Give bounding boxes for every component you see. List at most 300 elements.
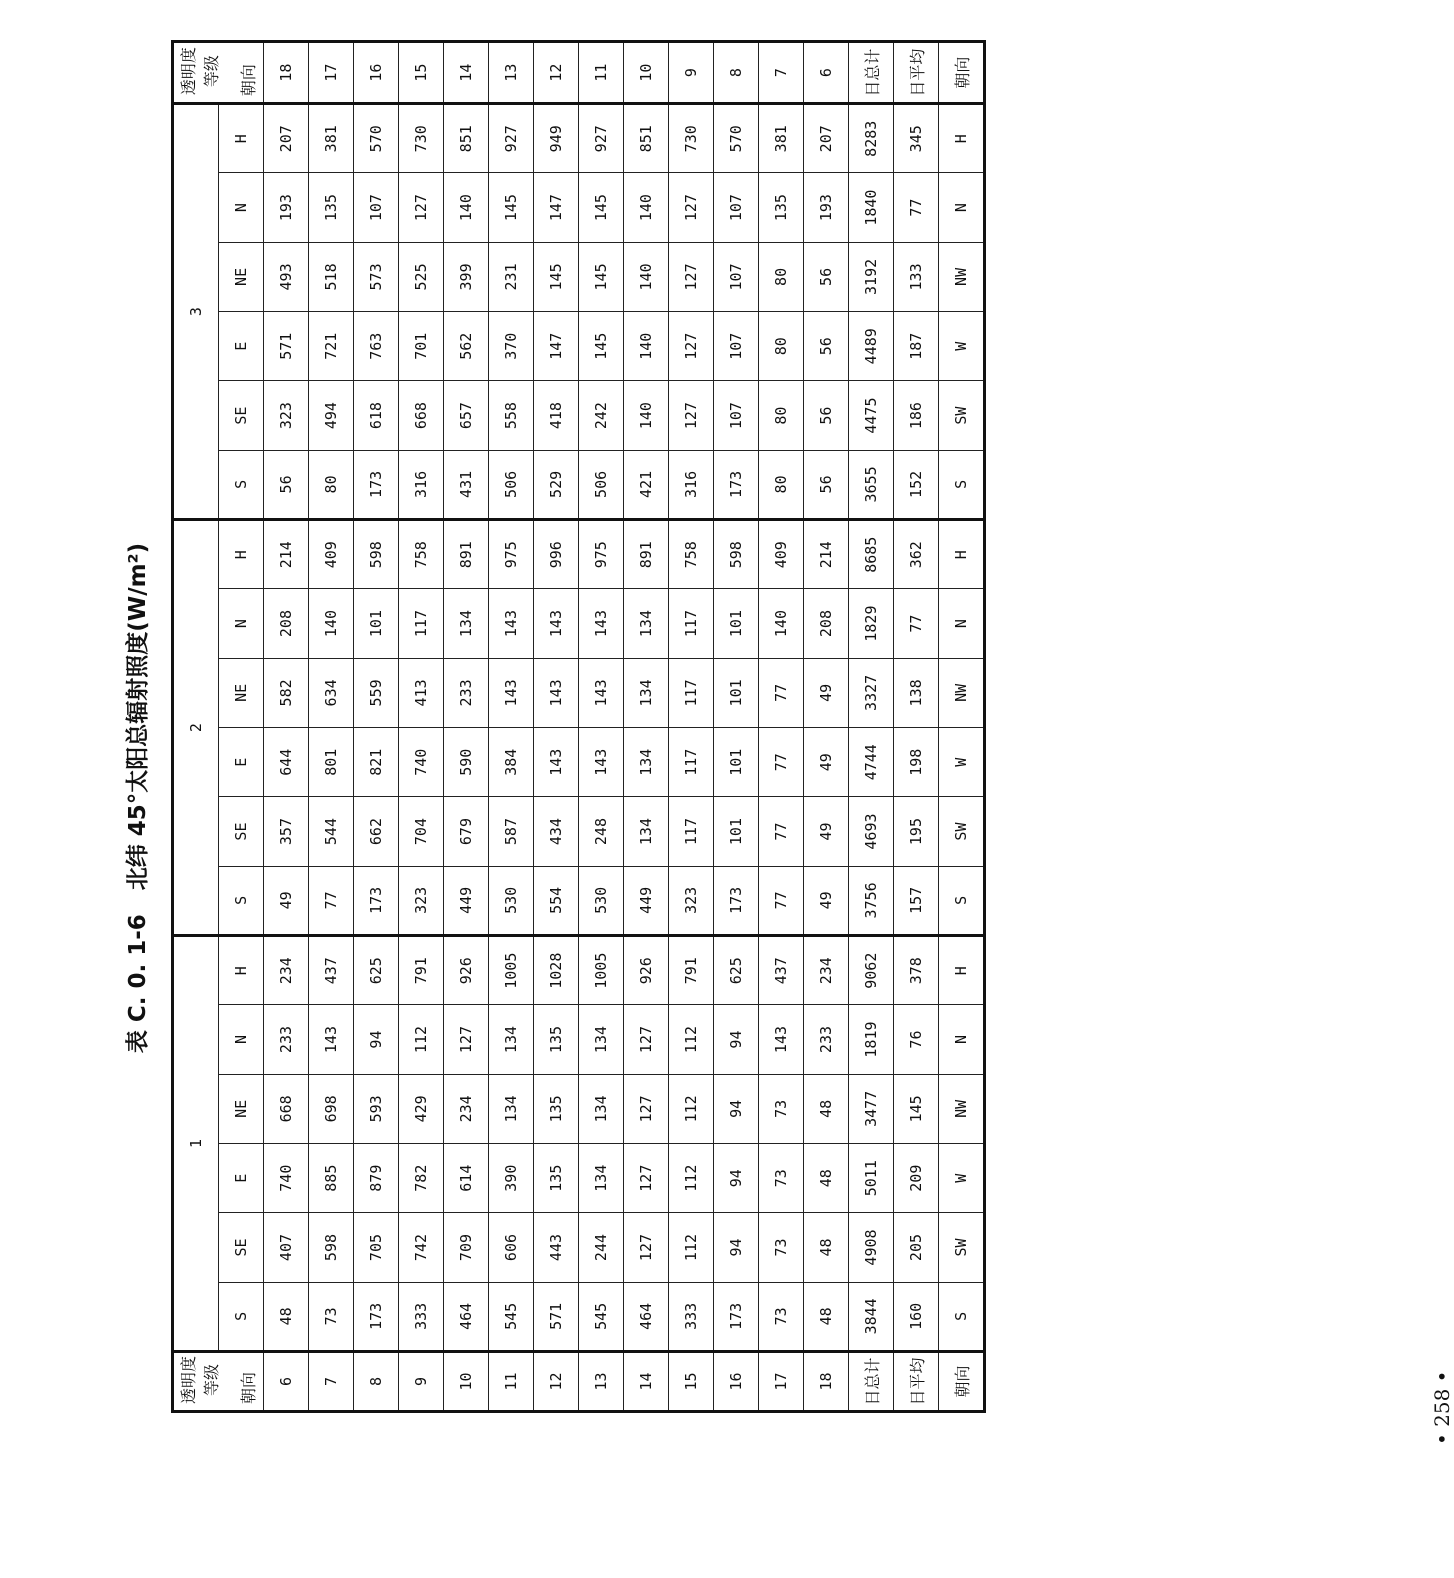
value-cell: 598: [309, 1213, 354, 1282]
value-cell: 135: [309, 173, 354, 242]
page-number: • 258 •: [1430, 1370, 1454, 1445]
value-cell: 758: [669, 520, 714, 589]
value-cell: 390: [489, 1144, 534, 1213]
daily-total-cell: 3327: [849, 658, 894, 727]
hour-left: 11: [489, 1352, 534, 1412]
value-cell: 927: [579, 104, 624, 173]
hour-left: 16: [714, 1352, 759, 1412]
value-cell: 879: [354, 1144, 399, 1213]
value-cell: 242: [579, 381, 624, 450]
daily-average-cell: 160: [894, 1282, 939, 1351]
value-cell: 73: [759, 1074, 804, 1143]
grade-header: 2: [173, 520, 219, 936]
orientation-header: E: [219, 312, 264, 381]
value-cell: 56: [804, 381, 849, 450]
value-cell: 127: [444, 1005, 489, 1074]
value-cell: 582: [264, 658, 309, 727]
value-cell: 134: [624, 589, 669, 658]
value-cell: 996: [534, 520, 579, 589]
orientation-footer: N: [939, 1005, 985, 1074]
value-cell: 140: [309, 589, 354, 658]
value-cell: 333: [399, 1282, 444, 1351]
daily-total-label: 日总计: [849, 1352, 894, 1412]
value-cell: 147: [534, 312, 579, 381]
daily-average-cell: 133: [894, 242, 939, 311]
orientation-header: NE: [219, 658, 264, 727]
daily-total-cell: 4744: [849, 728, 894, 797]
daily-total-cell: 5011: [849, 1144, 894, 1213]
value-cell: 49: [804, 797, 849, 866]
daily-total-label: 日总计: [849, 42, 894, 104]
value-cell: 77: [759, 866, 804, 935]
orientation-footer: SW: [939, 1213, 985, 1282]
daily-total-cell: 9062: [849, 936, 894, 1005]
value-cell: 562: [444, 312, 489, 381]
value-cell: 127: [624, 1005, 669, 1074]
value-cell: 662: [354, 797, 399, 866]
value-cell: 244: [579, 1213, 624, 1282]
irradiance-table: [171, 40, 986, 1413]
value-cell: 530: [489, 866, 534, 935]
value-cell: 927: [489, 104, 534, 173]
orientation-header: E: [219, 1144, 264, 1213]
value-cell: 145: [579, 173, 624, 242]
value-cell: 143: [534, 728, 579, 797]
value-cell: 705: [354, 1213, 399, 1282]
value-cell: 370: [489, 312, 534, 381]
hour-right: 13: [489, 42, 534, 104]
orientation-footer: N: [939, 589, 985, 658]
value-cell: 571: [264, 312, 309, 381]
value-cell: 709: [444, 1213, 489, 1282]
value-cell: 437: [759, 936, 804, 1005]
daily-total-cell: 1829: [849, 589, 894, 658]
value-cell: 234: [804, 936, 849, 1005]
value-cell: 77: [309, 866, 354, 935]
value-cell: 140: [624, 242, 669, 311]
value-cell: 701: [399, 312, 444, 381]
value-cell: 134: [579, 1144, 624, 1213]
value-cell: 107: [714, 381, 759, 450]
value-cell: 143: [579, 658, 624, 727]
value-cell: 1005: [489, 936, 534, 1005]
value-cell: 134: [624, 658, 669, 727]
value-cell: 49: [264, 866, 309, 935]
value-cell: 134: [624, 728, 669, 797]
value-cell: 145: [534, 242, 579, 311]
value-cell: 56: [804, 450, 849, 519]
value-cell: 80: [759, 242, 804, 311]
daily-average-cell: 205: [894, 1213, 939, 1282]
daily-total-cell: 4475: [849, 381, 894, 450]
value-cell: 145: [489, 173, 534, 242]
orientation-footer: S: [939, 1282, 985, 1351]
value-cell: 94: [714, 1074, 759, 1143]
value-cell: 101: [354, 589, 399, 658]
orientation-header: N: [219, 589, 264, 658]
value-cell: 56: [804, 242, 849, 311]
orientation-header: H: [219, 936, 264, 1005]
hour-left: 13: [579, 1352, 624, 1412]
hour-right: 17: [309, 42, 354, 104]
orientation-footer: H: [939, 936, 985, 1005]
orientation-footer: NW: [939, 1074, 985, 1143]
value-cell: 525: [399, 242, 444, 311]
daily-average-cell: 138: [894, 658, 939, 727]
value-cell: 49: [804, 728, 849, 797]
value-cell: 48: [804, 1074, 849, 1143]
transparency-grade-label: 透明度等级: [179, 1356, 221, 1405]
value-cell: 530: [579, 866, 624, 935]
value-cell: 107: [354, 173, 399, 242]
value-cell: 730: [399, 104, 444, 173]
value-cell: 80: [759, 450, 804, 519]
daily-average-cell: 345: [894, 104, 939, 173]
value-cell: 117: [669, 658, 714, 727]
value-cell: 434: [534, 797, 579, 866]
table-title: 表 C. 0. 1-6 北纬 45°太阳总辐射照度(W/m²): [125, 542, 151, 1054]
value-cell: 407: [264, 1213, 309, 1282]
value-cell: 94: [354, 1005, 399, 1074]
value-cell: 570: [354, 104, 399, 173]
orientation-label: 朝向: [939, 1352, 985, 1412]
value-cell: 559: [354, 658, 399, 727]
value-cell: 214: [264, 520, 309, 589]
value-cell: 143: [489, 589, 534, 658]
value-cell: 323: [264, 381, 309, 450]
hour-left: 12: [534, 1352, 579, 1412]
value-cell: 704: [399, 797, 444, 866]
value-cell: 127: [669, 242, 714, 311]
value-cell: 233: [804, 1005, 849, 1074]
value-cell: 145: [579, 312, 624, 381]
orientation-header: S: [219, 1282, 264, 1351]
orientation-footer: SW: [939, 381, 985, 450]
value-cell: 208: [264, 589, 309, 658]
value-cell: 413: [399, 658, 444, 727]
value-cell: 73: [309, 1282, 354, 1351]
value-cell: 949: [534, 104, 579, 173]
daily-average-cell: 145: [894, 1074, 939, 1143]
daily-total-cell: 1819: [849, 1005, 894, 1074]
value-cell: 409: [759, 520, 804, 589]
value-cell: 48: [264, 1282, 309, 1351]
value-cell: 593: [354, 1074, 399, 1143]
daily-average-cell: 157: [894, 866, 939, 935]
daily-total-cell: 3844: [849, 1282, 894, 1351]
value-cell: 381: [759, 104, 804, 173]
value-cell: 721: [309, 312, 354, 381]
value-cell: 598: [354, 520, 399, 589]
value-cell: 399: [444, 242, 489, 311]
value-cell: 316: [399, 450, 444, 519]
value-cell: 885: [309, 1144, 354, 1213]
value-cell: 431: [444, 450, 489, 519]
value-cell: 135: [759, 173, 804, 242]
value-cell: 173: [354, 1282, 399, 1351]
value-cell: 975: [579, 520, 624, 589]
hour-left: 15: [669, 1352, 714, 1412]
value-cell: 117: [669, 797, 714, 866]
hour-left: 7: [309, 1352, 354, 1412]
value-cell: 333: [669, 1282, 714, 1351]
value-cell: 740: [264, 1144, 309, 1213]
value-cell: 173: [354, 450, 399, 519]
orientation-label: 朝向: [939, 42, 985, 104]
value-cell: 234: [264, 936, 309, 1005]
value-cell: 143: [759, 1005, 804, 1074]
daily-average-label: 日平均: [894, 1352, 939, 1412]
value-cell: 80: [759, 381, 804, 450]
value-cell: 140: [624, 381, 669, 450]
orientation-footer: S: [939, 866, 985, 935]
value-cell: 891: [444, 520, 489, 589]
orientation-header: NE: [219, 242, 264, 311]
value-cell: 134: [489, 1074, 534, 1143]
value-cell: 590: [444, 728, 489, 797]
daily-average-cell: 209: [894, 1144, 939, 1213]
daily-average-cell: 152: [894, 450, 939, 519]
value-cell: 134: [444, 589, 489, 658]
value-cell: 127: [399, 173, 444, 242]
value-cell: 791: [399, 936, 444, 1005]
value-cell: 112: [399, 1005, 444, 1074]
value-cell: 107: [714, 242, 759, 311]
value-cell: 135: [534, 1005, 579, 1074]
daily-average-cell: 195: [894, 797, 939, 866]
value-cell: 48: [804, 1282, 849, 1351]
grade-header: 3: [173, 104, 219, 520]
value-cell: 618: [354, 381, 399, 450]
orientation-header: H: [219, 520, 264, 589]
value-cell: 140: [624, 173, 669, 242]
value-cell: 140: [444, 173, 489, 242]
hour-left: 8: [354, 1352, 399, 1412]
value-cell: 381: [309, 104, 354, 173]
value-cell: 127: [624, 1213, 669, 1282]
value-cell: 73: [759, 1144, 804, 1213]
orientation-footer: H: [939, 520, 985, 589]
value-cell: 77: [759, 728, 804, 797]
value-cell: 234: [444, 1074, 489, 1143]
hour-right: 6: [804, 42, 849, 104]
orientation-header: H: [219, 104, 264, 173]
orientation-footer: W: [939, 312, 985, 381]
orientation-header: SE: [219, 381, 264, 450]
value-cell: 117: [399, 589, 444, 658]
value-cell: 587: [489, 797, 534, 866]
value-cell: 606: [489, 1213, 534, 1282]
corner-header-left: [173, 1352, 264, 1412]
value-cell: 506: [579, 450, 624, 519]
value-cell: 143: [579, 728, 624, 797]
daily-total-cell: 3655: [849, 450, 894, 519]
value-cell: 1028: [534, 936, 579, 1005]
value-cell: 851: [444, 104, 489, 173]
value-cell: 145: [579, 242, 624, 311]
daily-average-cell: 362: [894, 520, 939, 589]
orientation-footer: SW: [939, 797, 985, 866]
value-cell: 80: [309, 450, 354, 519]
hour-right: 11: [579, 42, 624, 104]
value-cell: 143: [309, 1005, 354, 1074]
value-cell: 127: [669, 381, 714, 450]
value-cell: 437: [309, 936, 354, 1005]
orientation-header: N: [219, 173, 264, 242]
orientation-footer: NW: [939, 658, 985, 727]
orientation-header: S: [219, 450, 264, 519]
value-cell: 73: [759, 1282, 804, 1351]
value-cell: 545: [489, 1282, 534, 1351]
value-cell: 598: [714, 520, 759, 589]
value-cell: 668: [399, 381, 444, 450]
value-cell: 207: [264, 104, 309, 173]
value-cell: 558: [489, 381, 534, 450]
value-cell: 56: [264, 450, 309, 519]
transparency-grade-label: 透明度等级: [179, 47, 221, 96]
value-cell: 127: [669, 312, 714, 381]
value-cell: 193: [804, 173, 849, 242]
value-cell: 173: [714, 1282, 759, 1351]
orientation-header: SE: [219, 1213, 264, 1282]
hour-left: 18: [804, 1352, 849, 1412]
daily-total-cell: 3756: [849, 866, 894, 935]
value-cell: 94: [714, 1144, 759, 1213]
value-cell: 101: [714, 728, 759, 797]
orientation-label: 朝向: [239, 64, 258, 97]
value-cell: 117: [669, 589, 714, 658]
value-cell: 140: [759, 589, 804, 658]
value-cell: 49: [804, 866, 849, 935]
value-cell: 112: [669, 1213, 714, 1282]
value-cell: 529: [534, 450, 579, 519]
value-cell: 758: [399, 520, 444, 589]
value-cell: 77: [759, 797, 804, 866]
hour-right: 14: [444, 42, 489, 104]
daily-average-cell: 186: [894, 381, 939, 450]
orientation-label: 朝向: [239, 1371, 258, 1404]
hour-left: 17: [759, 1352, 804, 1412]
value-cell: 782: [399, 1144, 444, 1213]
daily-average-cell: 77: [894, 173, 939, 242]
value-cell: 429: [399, 1074, 444, 1143]
value-cell: 112: [669, 1005, 714, 1074]
value-cell: 801: [309, 728, 354, 797]
daily-total-cell: 4908: [849, 1213, 894, 1282]
value-cell: 791: [669, 936, 714, 1005]
value-cell: 573: [354, 242, 399, 311]
value-cell: 698: [309, 1074, 354, 1143]
hour-right: 12: [534, 42, 579, 104]
value-cell: 207: [804, 104, 849, 173]
value-cell: 570: [714, 104, 759, 173]
value-cell: 1005: [579, 936, 624, 1005]
value-cell: 134: [579, 1074, 624, 1143]
value-cell: 544: [309, 797, 354, 866]
value-cell: 56: [804, 312, 849, 381]
value-cell: 614: [444, 1144, 489, 1213]
value-cell: 112: [669, 1074, 714, 1143]
value-cell: 384: [489, 728, 534, 797]
value-cell: 48: [804, 1213, 849, 1282]
value-cell: 173: [354, 866, 399, 935]
daily-total-cell: 4489: [849, 312, 894, 381]
value-cell: 494: [309, 381, 354, 450]
value-cell: 143: [534, 658, 579, 727]
value-cell: 143: [489, 658, 534, 727]
orientation-footer: W: [939, 1144, 985, 1213]
value-cell: 518: [309, 242, 354, 311]
orientation-header: SE: [219, 797, 264, 866]
orientation-footer: W: [939, 728, 985, 797]
orientation-header: S: [219, 866, 264, 935]
value-cell: 926: [444, 936, 489, 1005]
hour-right: 15: [399, 42, 444, 104]
value-cell: 316: [669, 450, 714, 519]
hour-left: 10: [444, 1352, 489, 1412]
grade-header: 1: [173, 936, 219, 1352]
orientation-header: E: [219, 728, 264, 797]
value-cell: 135: [534, 1144, 579, 1213]
orientation-footer: N: [939, 173, 985, 242]
hour-right: 18: [264, 42, 309, 104]
value-cell: 147: [534, 173, 579, 242]
value-cell: 644: [264, 728, 309, 797]
value-cell: 493: [264, 242, 309, 311]
value-cell: 140: [624, 312, 669, 381]
value-cell: 127: [624, 1074, 669, 1143]
value-cell: 323: [669, 866, 714, 935]
value-cell: 143: [534, 589, 579, 658]
value-cell: 77: [759, 658, 804, 727]
daily-average-cell: 187: [894, 312, 939, 381]
daily-average-cell: 378: [894, 936, 939, 1005]
value-cell: 975: [489, 520, 534, 589]
value-cell: 135: [534, 1074, 579, 1143]
daily-average-cell: 76: [894, 1005, 939, 1074]
daily-total-cell: 1840: [849, 173, 894, 242]
orientation-header: N: [219, 1005, 264, 1074]
value-cell: 625: [714, 936, 759, 1005]
value-cell: 143: [579, 589, 624, 658]
value-cell: 112: [669, 1144, 714, 1213]
value-cell: 357: [264, 797, 309, 866]
value-cell: 625: [354, 936, 399, 1005]
value-cell: 107: [714, 173, 759, 242]
daily-total-cell: 3192: [849, 242, 894, 311]
value-cell: 48: [804, 1144, 849, 1213]
value-cell: 193: [264, 173, 309, 242]
hour-right: 8: [714, 42, 759, 104]
value-cell: 763: [354, 312, 399, 381]
value-cell: 49: [804, 658, 849, 727]
hour-right: 9: [669, 42, 714, 104]
value-cell: 821: [354, 728, 399, 797]
orientation-footer: NW: [939, 242, 985, 311]
value-cell: 409: [309, 520, 354, 589]
daily-average-cell: 198: [894, 728, 939, 797]
value-cell: 506: [489, 450, 534, 519]
hour-right: 10: [624, 42, 669, 104]
value-cell: 101: [714, 797, 759, 866]
value-cell: 94: [714, 1005, 759, 1074]
value-cell: 134: [579, 1005, 624, 1074]
value-cell: 101: [714, 658, 759, 727]
daily-total-cell: 3477: [849, 1074, 894, 1143]
value-cell: 554: [534, 866, 579, 935]
hour-left: 6: [264, 1352, 309, 1412]
value-cell: 73: [759, 1213, 804, 1282]
